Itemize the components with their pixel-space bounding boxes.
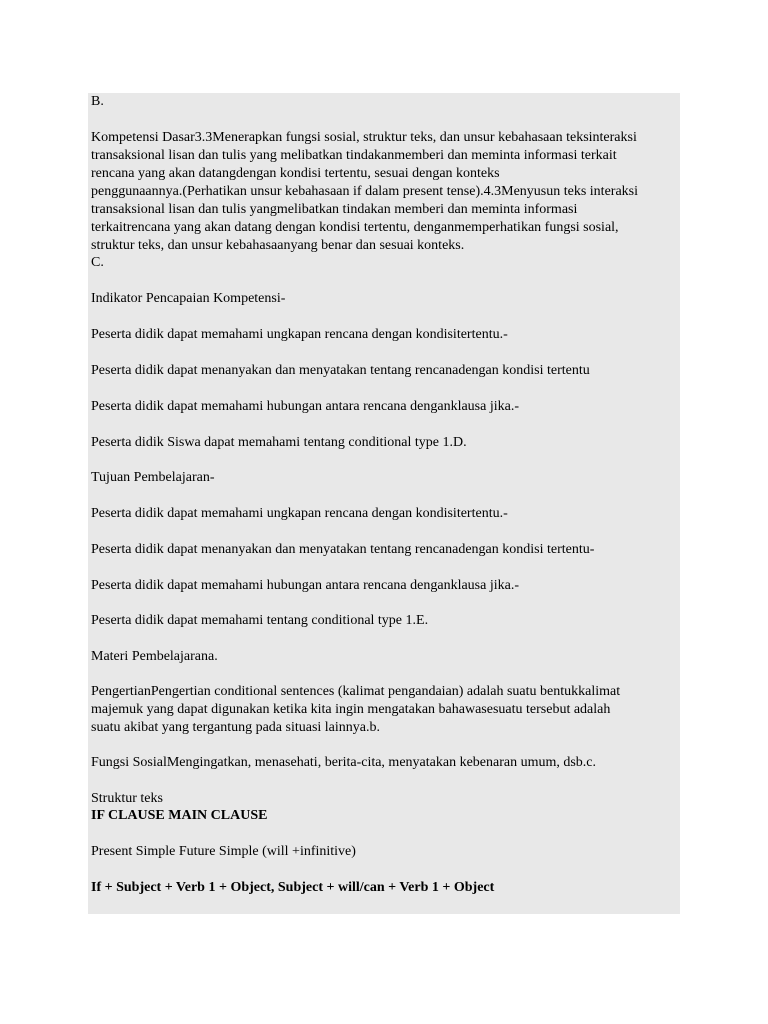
indikator-heading: Indikator Pencapaian Kompetensi- xyxy=(91,291,286,306)
clause-header: IF CLAUSE MAIN CLAUSE xyxy=(91,808,268,823)
kompetensi-line-3: rencana yang akan datangdengan kondisi tertentu, sesuai dengan konteks xyxy=(91,166,500,181)
document-page xyxy=(88,93,680,914)
indikator-item-1: Peserta didik dapat memahami ungkapan rencana dengan kondisitertentu.- xyxy=(91,327,508,342)
tujuan-heading: Tujuan Pembelajaran- xyxy=(91,470,215,485)
kompetensi-line-5: transaksional lisan dan tulis yangmelibatkan tindakan memberi dan meminta informasi xyxy=(91,202,578,217)
pengertian-line-1: PengertianPengertian conditional sentences (kalimat pengandaian) adalah suatu bentukkalimat xyxy=(91,684,621,699)
tujuan-item-1: Peserta didik dapat memahami ungkapan rencana dengan kondisitertentu.- xyxy=(91,506,508,521)
kompetensi-line-6: terkaitrencana yang akan datang dengan kondisi tertentu, denganmemperhatikan fungsi sosial, xyxy=(91,220,619,235)
pengertian-line-3: suatu akibat yang tergantung pada situasi lainnya.b. xyxy=(91,720,381,735)
indikator-item-2: Peserta didik dapat menanyakan dan menyatakan tentang rencanadengan kondisi tertentu xyxy=(91,363,590,378)
struktur-teks-label: Struktur teks xyxy=(91,791,163,806)
kompetensi-line-7: struktur teks, dan unsur kebahasaanyang benar dan sesuai konteks. xyxy=(91,238,465,253)
tense-line: Present Simple Future Simple (will +infinitive) xyxy=(91,844,356,859)
kompetensi-line-2: transaksional lisan dan tulis yang melibatkan tindakanmemberi dan meminta informasi terkait xyxy=(91,148,617,163)
indikator-item-3: Peserta didik dapat memahami hubungan antara rencana denganklausa jika.- xyxy=(91,399,519,414)
tujuan-item-4: Peserta didik dapat memahami tentang conditional type 1.E. xyxy=(91,613,429,628)
fungsi-sosial-paragraph: Fungsi SosialMengingatkan, menasehati, berita-cita, menyatakan kebenaran umum, dsb.c. xyxy=(91,755,597,770)
section-c-label: C. xyxy=(91,255,104,270)
section-b-label: B. xyxy=(91,94,104,109)
tujuan-item-3: Peserta didik dapat memahami hubungan antara rencana denganklausa jika.- xyxy=(91,578,519,593)
pengertian-line-2: majemuk yang dapat digunakan ketika kita ingin mengatakan bahawasesuatu tersebut adalah xyxy=(91,702,611,717)
materi-heading: Materi Pembelajarana. xyxy=(91,649,218,664)
tujuan-item-2: Peserta didik dapat menanyakan dan menyatakan tentang rencanadengan kondisi tertentu- xyxy=(91,542,595,557)
indikator-item-4: Peserta didik Siswa dapat memahami tentang conditional type 1.D. xyxy=(91,435,467,450)
formula-line: If + Subject + Verb 1 + Object, Subject + will/can + Verb 1 + Object xyxy=(91,880,495,895)
kompetensi-line-1: Kompetensi Dasar3.3Menerapkan fungsi sosial, struktur teks, dan unsur kebahasaan teksinteraksi xyxy=(91,130,637,145)
kompetensi-line-4: penggunaannya.(Perhatikan unsur kebahasaan if dalam present tense).4.3Menyusun teks interaksi xyxy=(91,184,638,199)
